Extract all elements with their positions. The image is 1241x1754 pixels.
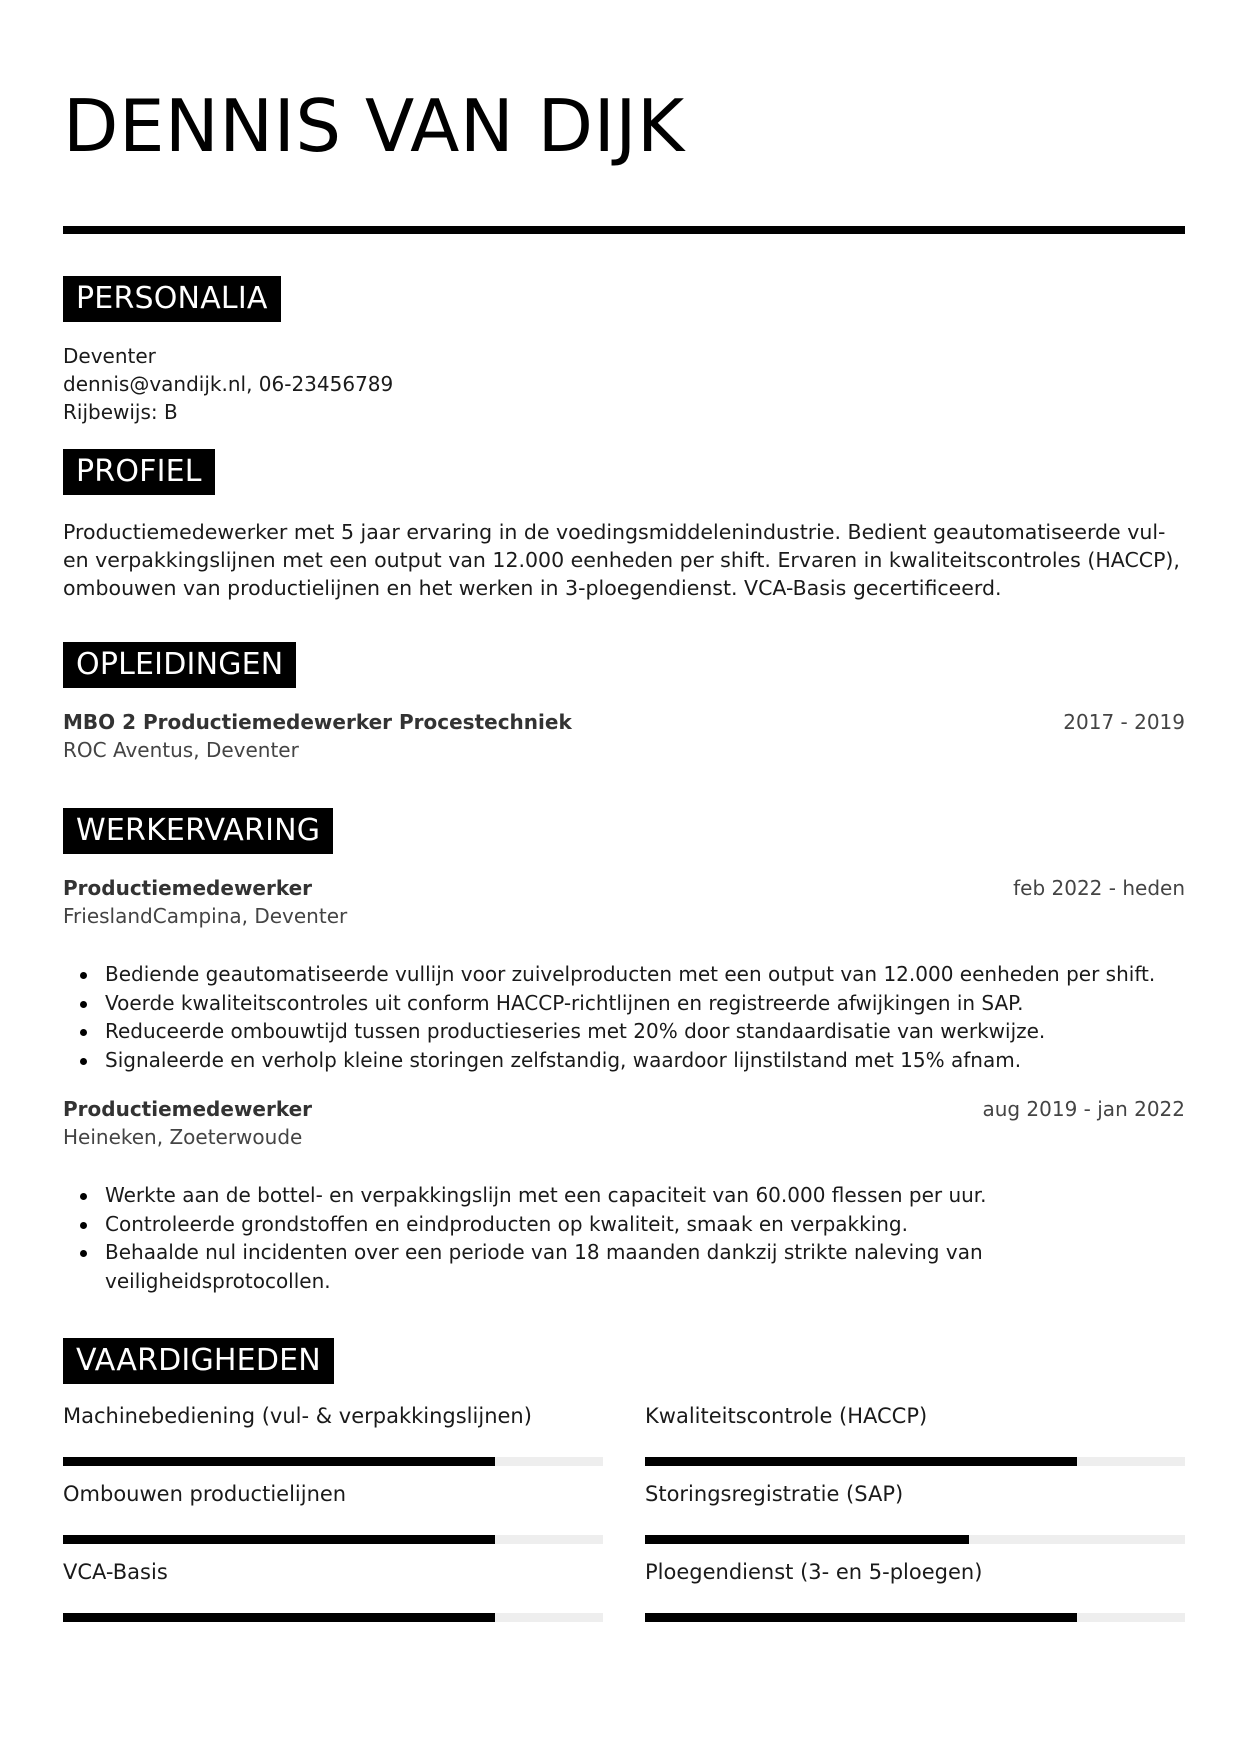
- job-entry: [63, 1095, 1185, 1151]
- job-title: Productiemedewerker: [63, 1097, 313, 1121]
- education-institution: ROC Aventus, Deventer: [63, 738, 299, 762]
- section-heading-werkervaring: WERKERVARING: [63, 808, 333, 854]
- skill-label: VCA-Basis: [63, 1560, 168, 1584]
- candidate-name: DENNIS VAN DIJK: [63, 84, 685, 168]
- skill-level-fill: [645, 1457, 1077, 1466]
- section-heading-profiel: PROFIEL: [63, 449, 215, 495]
- list-item: Werkte aan de bottel- en verpakkingslijn met een capaciteit van 60.000 flessen per uur.: [63, 1181, 1023, 1210]
- skill-item: [645, 1402, 1185, 1430]
- education-entry: [63, 708, 1185, 764]
- skill-level-fill: [63, 1457, 495, 1466]
- header-divider: [63, 226, 1185, 234]
- skill-item: [63, 1558, 603, 1586]
- skill-item: [645, 1480, 1185, 1508]
- skill-item: [63, 1480, 603, 1508]
- section-heading-opleidingen: OPLEIDINGEN: [63, 642, 296, 688]
- skill-level-bar: [645, 1613, 1185, 1622]
- skill-label: Ploegendienst (3- en 5-ploegen): [645, 1560, 983, 1584]
- list-item: Signaleerde en verholp kleine storingen zelfstandig, waardoor lijnstilstand met 15% afnam.: [63, 1046, 1185, 1075]
- list-item: Bediende geautomatiseerde vullijn voor zuivelproducten met een output van 12.000 eenheden per shift.: [63, 960, 1185, 989]
- job-entry: [63, 874, 1185, 930]
- personal-contact: dennis@vandijk.nl, 06-23456789: [63, 372, 394, 396]
- personal-license: Rijbewijs: B: [63, 400, 178, 424]
- job-responsibilities: [63, 1181, 1023, 1295]
- education-title: MBO 2 Productiemedewerker Procestechniek: [63, 710, 572, 734]
- skill-level-fill: [63, 1613, 495, 1622]
- job-company: Heineken, Zoeterwoude: [63, 1125, 303, 1149]
- list-item: Reduceerde ombouwtijd tussen productieseries met 20% door standaardisatie van werkwijze.: [63, 1017, 1185, 1046]
- skill-level-bar: [645, 1535, 1185, 1544]
- skill-level-bar: [63, 1535, 603, 1544]
- skill-level-fill: [645, 1613, 1077, 1622]
- job-responsibilities: [63, 960, 1185, 1074]
- skill-level-bar: [63, 1613, 603, 1622]
- skill-label: Machinebediening (vul- & verpakkingslijnen): [63, 1404, 532, 1428]
- list-item: Behaalde nul incidenten over een periode van 18 maanden dankzij strikte naleving van veiligheidsprotocollen.: [63, 1238, 1023, 1295]
- section-heading-vaardigheden: VAARDIGHEDEN: [63, 1338, 334, 1384]
- skill-label: Ombouwen productielijnen: [63, 1482, 347, 1506]
- job-date: aug 2019 - jan 2022: [982, 1097, 1185, 1121]
- skill-item: [645, 1558, 1185, 1586]
- list-item: Voerde kwaliteitscontroles uit conform HACCP-richtlijnen en registreerde afwijkingen in SAP.: [63, 989, 1185, 1018]
- skill-level-fill: [63, 1535, 495, 1544]
- list-item: Controleerde grondstoffen en eindproducten op kwaliteit, smaak en verpakking.: [63, 1210, 1023, 1239]
- skill-level-bar: [645, 1457, 1185, 1466]
- skill-label: Storingsregistratie (SAP): [645, 1482, 904, 1506]
- profile-summary: Productiemedewerker met 5 jaar ervaring in de voedingsmiddelenindustrie. Bedient geautomatiseerde vul- en verpakkingslijnen met een output van 12.000 eenheden per shift. Ervaren in kwaliteitscontroles (HACCP), ombouwen van productielijnen en het werken in 3-ploegendienst. VCA-Basis gecertificeerd.: [63, 520, 1180, 600]
- job-title: Productiemedewerker: [63, 876, 313, 900]
- skill-label: Kwaliteitscontrole (HACCP): [645, 1404, 928, 1428]
- skill-item: [63, 1402, 603, 1430]
- personal-city: Deventer: [63, 344, 156, 368]
- skill-level-bar: [63, 1457, 603, 1466]
- education-date: 2017 - 2019: [1063, 710, 1185, 734]
- skill-level-fill: [645, 1535, 969, 1544]
- section-heading-personalia: PERSONALIA: [63, 276, 281, 322]
- job-company: FrieslandCampina, Deventer: [63, 904, 348, 928]
- job-date: feb 2022 - heden: [1013, 876, 1185, 900]
